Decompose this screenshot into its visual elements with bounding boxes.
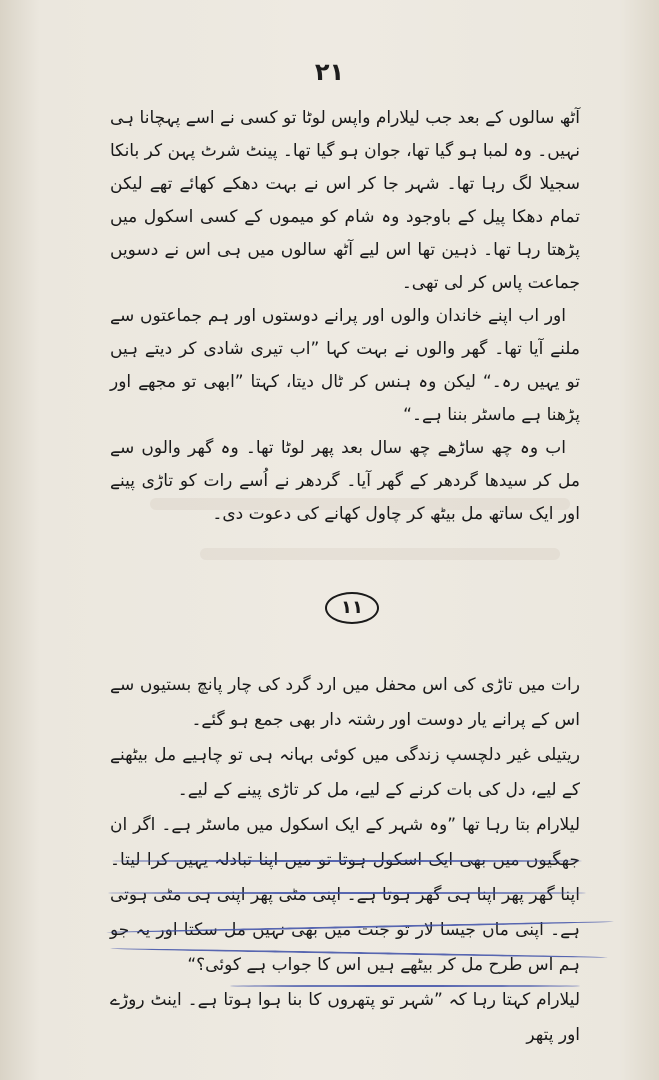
paragraph: اب وہ چھ ساڑھے چھ سال بعد پھر لوٹا تھا۔ وہ گھر والوں سے مل کر سیدھا گردھر کے گھر آیا۔ گردھر نے اُسے رات کو تاڑی پینے اور ایک ساتھ مل بیٹھ کر چاول کھانے کی دعوت دی۔ [110, 438, 580, 524]
pen-underline [108, 892, 586, 894]
bleed-through-shadow [200, 548, 560, 560]
paragraph: رات میں تاڑی کی اس محفل میں ارد گرد کی چار پانچ بستیوں سے اس کے پرانے یار دوست اور رشتہ دار بھی جمع ہو گئے۔ [110, 675, 580, 730]
text-block-top [110, 102, 580, 531]
paragraph: ریتیلی غیر دلچسپ زندگی میں کوئی بہانہ ہی تو چاہیے مل بیٹھنے کے لیے، دل کی بات کرنے کے لیے، مل کر تاڑی پینے کے لیے۔ [110, 745, 580, 800]
page-number: ۲۱ [314, 58, 345, 86]
paragraph: آٹھ سالوں کے بعد جب لیلارام واپس لوٹا تو کسی نے اسے پہچانا ہی نہیں۔ وہ لمبا ہو گیا تھا، جوان ہو گیا تھا۔ پینٹ شرٹ پہن کر بانکا سجیلا لگ رہا تھا۔ شہر جا کر اس نے بہت دھکے کھائے تھے لیکن تمام دھکا پیل کے باوجود وہ شام کو میموں کے کسی اسکول میں پڑھتا رہا تھا۔ ذہین تھا اس لیے آٹھ سالوں میں ہی اس نے دسویں جماعت پاس کر لی تھی۔ [110, 108, 580, 293]
section-number-oval: ۱۱ [325, 592, 379, 624]
paragraph: اور اب اپنے خاندان والوں اور پرانے دوستوں اور ہم جماعتوں سے ملنے آیا تھا۔ گھر والوں نے بہت کہا ”اب تیری شادی کر دیتے ہیں تو یہیں رہ۔“ لیکن وہ ہنس کر ٹال دیتا، کہتا ”ابھی تو مجھے اور پڑھنا ہے ماسٹر بننا ہے۔“ [110, 306, 580, 425]
paragraph: لیلارام کہتا رہا کہ ”شہر تو پتھروں کا بنا ہوا ہوتا ہے۔ اینٹ روڑے اور پتھر [110, 990, 580, 1045]
pen-underline [112, 860, 582, 862]
paragraph: لیلارام بتا رہا تھا ”وہ شہر کے ایک اسکول میں ماسٹر ہے۔ اگر ان جھگیوں میں بھی ایک اسکول ہوتا تو میں اپنا تبادلہ یہیں کرا لیتا۔ اپنا گھر پھر اپنا ہی گھر ہوتا ہے۔ اپنی مٹی پھر اپنی ہی مٹی ہوتی ہے۔ اپنی ماں جیسا لار تو جنت میں بھی نہیں مل سکتا اور یہ جو ہم اس طرح مل کر بیٹھے ہیں اس کا جواب ہے کوئی؟“ [110, 815, 580, 975]
pen-underline [230, 985, 580, 987]
